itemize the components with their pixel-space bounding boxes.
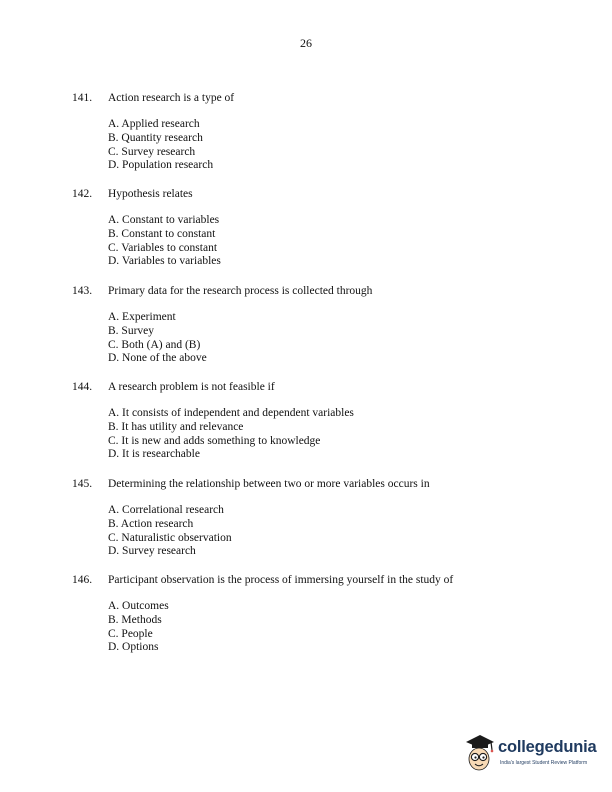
option-b: B. Quantity research <box>108 131 203 144</box>
question-145 <box>72 477 552 559</box>
option-d: D. Population research <box>108 159 214 172</box>
option-b: B. Action research <box>108 517 194 530</box>
question-number: 144. <box>72 381 93 393</box>
options-list <box>108 311 552 366</box>
question-number: 145. <box>72 478 93 490</box>
options-list <box>108 118 552 173</box>
option-d: D. Options <box>108 641 159 654</box>
option-a: A. Applied research <box>108 118 200 130</box>
question-text: Action research is a type of <box>108 92 235 104</box>
option-a: A. Constant to variables <box>108 214 220 226</box>
option-c: C. Naturalistic observation <box>108 531 232 544</box>
options-list <box>108 407 552 462</box>
option-a: A. Correlational research <box>108 504 224 516</box>
collegedunia-logo[interactable] <box>462 728 604 778</box>
logo-wordmark: collegedunia <box>498 738 597 756</box>
question-text: A research problem is not feasible if <box>108 381 275 393</box>
option-d: D. It is researchable <box>108 448 200 461</box>
option-a: A. It consists of independent and dependent variables <box>108 407 354 419</box>
options-list <box>108 214 552 269</box>
option-c: C. Both (A) and (B) <box>108 338 201 351</box>
option-c: C. People <box>108 627 153 640</box>
option-c: C. It is new and adds something to knowledge <box>108 434 321 447</box>
options-list <box>108 504 552 559</box>
question-number: 146. <box>72 574 93 586</box>
option-b: B. Methods <box>108 613 162 626</box>
logo-tagline: India's largest Student Review Platform <box>500 760 588 766</box>
option-a: A. Outcomes <box>108 600 169 612</box>
question-143 <box>72 284 552 366</box>
option-b: B. It has utility and relevance <box>108 420 244 433</box>
option-d: D. Survey research <box>108 545 196 558</box>
graduate-mascot-icon <box>462 728 496 776</box>
question-141 <box>72 91 552 173</box>
question-number: 141. <box>72 92 93 104</box>
question-text: Participant observation is the process of immersing yourself in the study of <box>108 574 454 586</box>
option-d: D. None of the above <box>108 352 207 365</box>
option-d: D. Variables to variables <box>108 255 221 268</box>
option-b: B. Constant to constant <box>108 227 216 240</box>
option-c: C. Variables to constant <box>108 241 218 254</box>
options-list <box>108 600 552 655</box>
option-a: A. Experiment <box>108 311 176 323</box>
question-text: Primary data for the research process is collected through <box>108 285 373 297</box>
page-number: 26 <box>300 36 312 50</box>
question-number: 143. <box>72 285 93 297</box>
question-text: Hypothesis relates <box>108 188 193 200</box>
question-text: Determining the relationship between two or more variables occurs in <box>108 478 430 490</box>
question-142 <box>72 187 552 269</box>
option-c: C. Survey research <box>108 145 196 158</box>
question-number: 142. <box>72 188 93 200</box>
question-144 <box>72 380 552 462</box>
option-b: B. Survey <box>108 324 154 337</box>
question-146 <box>72 573 552 655</box>
